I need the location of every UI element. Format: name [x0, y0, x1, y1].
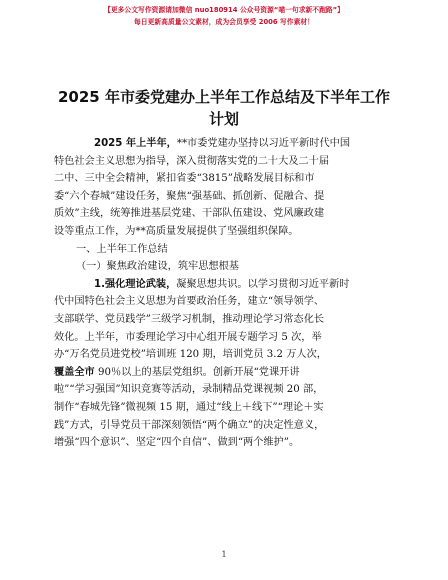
ad-banner-line-2: 每日更新高质量公文素材，成为会员享受 2006 写作素材！	[134, 18, 314, 26]
paragraph-line	[54, 276, 394, 294]
paragraph-line: 啦”“学习强国”知识竞赛等活动，录制精品党课视频 20 部，	[54, 384, 324, 396]
page-number: 1	[221, 550, 227, 559]
paragraph-text: 90％以上的基层党组织。创新开展“党课开讲	[94, 366, 300, 378]
document-body	[54, 135, 394, 452]
paragraph-line: 质效”主线，统筹推进基层党建、干部队伍建设、党风廉政建	[54, 208, 325, 220]
paragraph-line: 效化。上半年，市委理论学习中心组开展专题学习 5 次，举	[54, 331, 322, 343]
section-heading: 一、上半年工作总结	[76, 243, 168, 255]
paragraph-line: 特色社会主义思想为指导，深入贯彻落实党的二十大及二十届	[54, 155, 330, 167]
subsection-heading: （一）聚焦政治建设，筑牢思想根基	[76, 261, 239, 273]
ad-banner-line-1: 【更多公文写作资源请加微信 nuo180914 公众号资源“喵一句求新不跑路”】	[104, 6, 344, 14]
paragraph-lead: 1.强化理论武装，	[94, 278, 177, 290]
paragraph-text: **市委党建办坚持以习近平新时代中国	[176, 138, 351, 149]
paragraph-line	[54, 135, 394, 153]
paragraph-line: 办“万名党员进党校”培训班 120 期，培训党员 3.2 万人次，	[54, 349, 327, 361]
ad-banner	[40, 4, 408, 28]
paragraph-lead: 覆盖全市	[54, 366, 95, 378]
document-title: 2025 年市委党建办上半年工作总结及下半年工作计划	[58, 88, 390, 128]
paragraph-line: 践”方式，引导党员干部深刻领悟“两个确立”的决定性意义，	[54, 419, 325, 431]
paragraph-line: 支部联学、党员践学”三级学习机制，推动理论学习常态化长	[54, 313, 325, 325]
paragraph-line: 代中国特色社会主义思想为首要政治任务，建立“领导领学、	[54, 296, 325, 308]
paragraph-line: 二中、三中全会精神，紧扣省委“3815”战略发展目标和市	[54, 173, 315, 185]
paragraph-line: 增强“四个意识”、坚定“四个自信”、做到“两个维护”。	[54, 437, 300, 449]
paragraph-line: 设等重点工作，为**高质量发展提供了坚强组织保障。	[54, 225, 299, 237]
paragraph-line	[54, 364, 394, 382]
paragraph-line: 委“六个春城”建设任务，聚焦“强基础、抓创新、促融合、提	[54, 190, 325, 202]
paragraph-lead: 2025 年上半年，	[94, 138, 177, 149]
paragraph-line: 制作“春城先锋”微视频 15 期，通过“线上＋线下”“理论＋实	[54, 401, 324, 413]
paragraph-text: 凝聚思想共识。以学习贯彻习近平新时	[176, 278, 350, 290]
